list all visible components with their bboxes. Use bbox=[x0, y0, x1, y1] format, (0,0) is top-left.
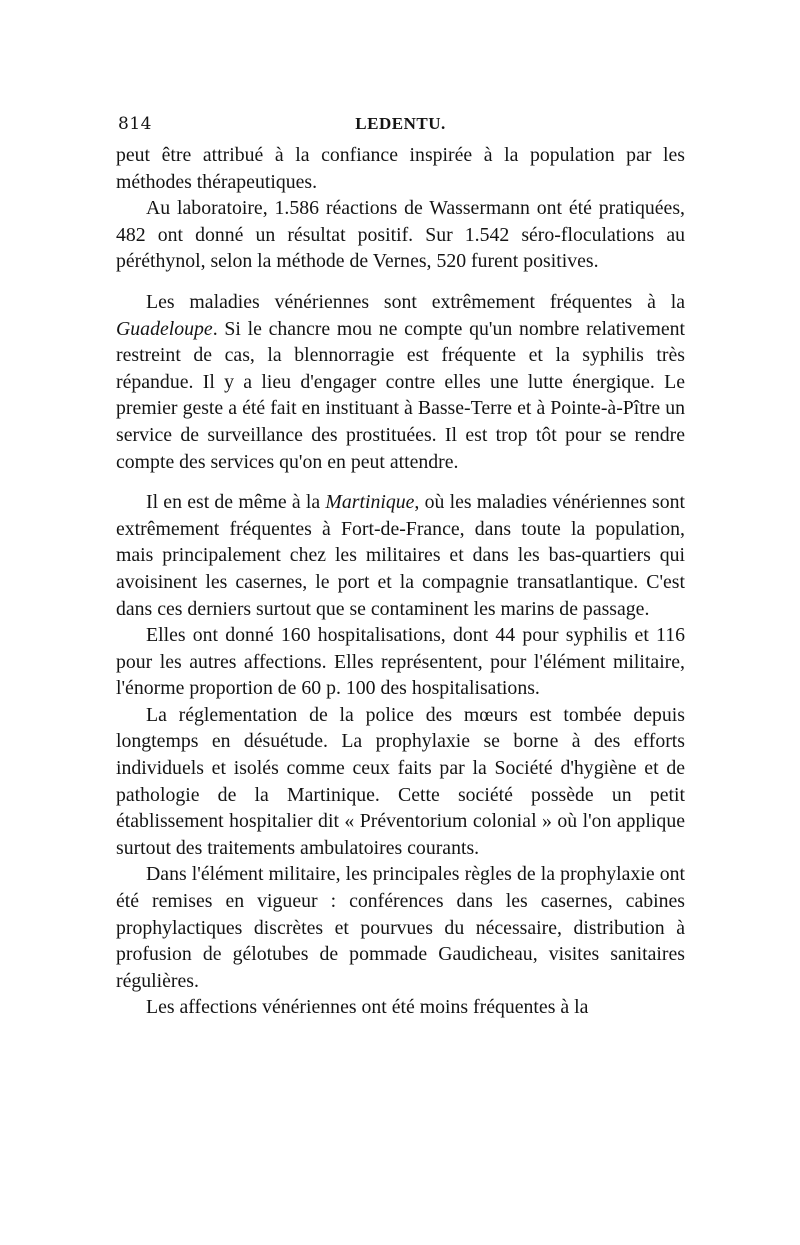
paragraph-affections: Les affections vénériennes ont été moins fréquentes à la bbox=[146, 996, 589, 1019]
paragraph-guadeloupe-rest: . Si le chancre mou ne compte qu'un nombre relativement restreint de cas, la blennorragie est fréquente et la syphilis très répandue. Il y a lieu d'engager contre elles une lutte énergique. Le premier geste a été fait en instituant à Basse-Terre et à Pointe-à-Pître un service de surveillance des prostituées. Il est trop tôt pour se rendre compte des services qu'on en peut attendre. bbox=[116, 317, 685, 473]
section-gap bbox=[116, 475, 685, 489]
book-page bbox=[116, 114, 685, 1021]
running-head: LEDENTU. bbox=[355, 114, 446, 133]
body-text bbox=[116, 142, 685, 1021]
paragraph-reglementation: La réglementation de la police des mœurs est tombée depuis longtemps en désuétude. La prophylaxie se borne à des efforts individuels et isolés comme ceux faits par la Société d'hygiène et de pathologie de la Martinique. Cette société possède un petit établissement hospitalier dit « Préventorium colonial » où l'on applique surtout des traitements ambulatoires courants. bbox=[116, 703, 685, 859]
paragraph-guadeloupe-start: Les maladies vénériennes sont extrêmement fréquentes à la bbox=[146, 290, 685, 313]
page-number: 814 bbox=[118, 114, 152, 134]
paragraph-continuation: peut être attribué à la confiance inspirée à la population par les méthodes thérapeutiques. bbox=[116, 144, 685, 193]
paragraph-martinique-rest: , où les maladies vénériennes sont extrêmement fréquentes à Fort-de-France, dans toute la population, mais principalement chez les militaires et dans les bas-quartiers qui avoisinent les casernes, le port et la compagnie transatlantique. C'est dans ces derniers surtout que se contaminent les marins de passage. bbox=[116, 491, 685, 620]
paragraph-laboratory: Au laboratoire, 1.586 réactions de Wassermann ont été pratiquées, 482 ont donné un résultat positif. Sur 1.542 séro-floculations au péréthynol, selon la méthode de Vernes, 520 furent positives. bbox=[116, 197, 685, 273]
paragraph-hospitalisations: Elles ont donné 160 hospitalisations, dont 44 pour syphilis et 116 pour les autres affections. Elles représentent, pour l'élément militaire, l'énorme proportion de 60 p. 100 des hospitalisations. bbox=[116, 624, 685, 700]
place-name-guadeloupe: Guadeloupe bbox=[116, 317, 213, 340]
page-header bbox=[116, 114, 685, 142]
place-name-martinique: Martinique bbox=[325, 491, 415, 514]
paragraph-martinique-start: Il en est de même à la bbox=[146, 491, 326, 514]
paragraph-martinique bbox=[116, 489, 685, 622]
section-gap bbox=[116, 275, 685, 289]
paragraph-guadeloupe bbox=[116, 289, 685, 475]
paragraph-element-militaire: Dans l'élément militaire, les principales règles de la prophylaxie ont été remises en vigueur : conférences dans les casernes, cabines prophylactiques discrètes et pourvues du nécessaire, distribution à profusion de gélotubes de pommade Gaudicheau, visites sanitaires régulières. bbox=[116, 863, 685, 992]
